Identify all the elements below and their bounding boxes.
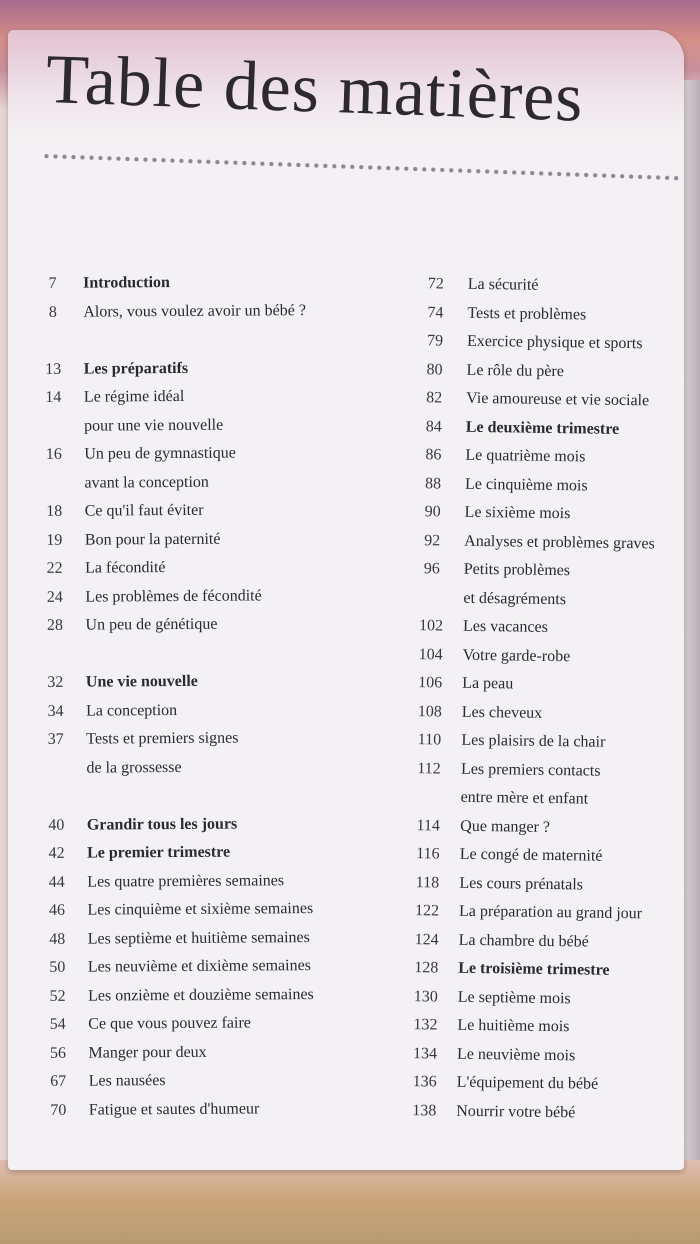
toc-entry bbox=[410, 412, 684, 445]
toc-entry bbox=[409, 441, 684, 474]
toc-entry bbox=[30, 296, 400, 327]
toc-entry bbox=[401, 1011, 684, 1044]
toc-entry bbox=[408, 526, 684, 559]
toc-entry bbox=[33, 695, 403, 726]
toc-page-number: 8 bbox=[48, 303, 57, 321]
toc-entry bbox=[406, 640, 684, 673]
toc-entry-label: L'équipement du bébé bbox=[456, 1073, 599, 1093]
toc-entry bbox=[31, 381, 401, 412]
toc-entry-label: Tests et problèmes bbox=[467, 304, 587, 323]
toc-page-number: 112 bbox=[417, 759, 441, 777]
toc-entry-label: Ce que vous pouvez faire bbox=[88, 1014, 251, 1033]
toc-entry-label: Les vacances bbox=[462, 617, 548, 636]
toc-page-number: 104 bbox=[418, 645, 443, 663]
toc-page-number: 136 bbox=[412, 1073, 437, 1091]
toc-section-heading: Le premier trimestre bbox=[87, 843, 231, 862]
toc-entry bbox=[35, 1008, 405, 1039]
toc-entry bbox=[32, 609, 402, 640]
toc-entry-label: Le quatrième mois bbox=[465, 446, 586, 466]
toc-entry bbox=[34, 837, 404, 868]
toc-entry bbox=[33, 752, 403, 783]
toc-entry-label: de la grossesse bbox=[86, 758, 182, 777]
toc-page-number: 19 bbox=[46, 531, 63, 549]
toc-page-number: 67 bbox=[50, 1072, 67, 1090]
toc-entry-label: Ce qu'il faut éviter bbox=[84, 501, 204, 520]
toc-entry-label: Les plaisirs de la chair bbox=[461, 731, 606, 751]
toc-page-number: 32 bbox=[47, 673, 64, 691]
toc-entry-label: Les quatre premières semaines bbox=[87, 871, 285, 891]
toc-page-number: 86 bbox=[425, 446, 442, 464]
section-spacer bbox=[34, 780, 404, 811]
toc-entry bbox=[409, 469, 684, 502]
toc-entry bbox=[405, 754, 684, 787]
toc-page-number: 13 bbox=[45, 360, 62, 378]
toc-entry-label: Les problèmes de fécondité bbox=[85, 586, 262, 606]
toc-page-number: 116 bbox=[416, 845, 440, 863]
toc-entry bbox=[31, 410, 401, 441]
toc-page-number: 124 bbox=[414, 930, 439, 948]
toc-page-number: 92 bbox=[424, 531, 441, 549]
toc-entry-label: pour une vie nouvelle bbox=[84, 416, 224, 435]
toc-page-number: 28 bbox=[46, 616, 64, 634]
toc-entry bbox=[412, 270, 684, 303]
toc-entry bbox=[35, 923, 405, 954]
toc-entry bbox=[32, 581, 402, 612]
toc-page-number: 90 bbox=[424, 503, 441, 521]
toc-entry bbox=[405, 726, 684, 759]
toc-entry-label: La sécurité bbox=[467, 275, 539, 294]
toc-entry-label: Les premiers contacts bbox=[460, 760, 601, 780]
toc-entry bbox=[35, 980, 405, 1011]
toc-entry-label: Manger pour deux bbox=[88, 1043, 207, 1062]
toc-entry bbox=[33, 666, 403, 697]
toc-page-number: 7 bbox=[48, 274, 57, 292]
toc-entry bbox=[407, 583, 684, 616]
toc-entry-label: Le rôle du père bbox=[466, 361, 565, 380]
toc-page-number: 138 bbox=[412, 1101, 437, 1119]
toc-entry bbox=[34, 866, 404, 897]
toc-page-number: 48 bbox=[49, 930, 66, 948]
toc-entry-label: La peau bbox=[462, 674, 514, 693]
toc-entry-label: La fécondité bbox=[85, 559, 166, 577]
toc-page-number: 79 bbox=[426, 332, 444, 350]
adjacent-page-edge bbox=[682, 80, 700, 1160]
toc-entry bbox=[408, 498, 684, 531]
toc-section-heading: Le deuxième trimestre bbox=[465, 418, 620, 438]
toc-entry-label: Bon pour la paternité bbox=[84, 530, 221, 549]
toc-page-number: 80 bbox=[426, 360, 443, 378]
toc-entry bbox=[408, 555, 684, 588]
toc-entry-label: Les onzième et douzième semaines bbox=[88, 985, 314, 1005]
toc-entry bbox=[404, 811, 684, 844]
toc-page-number: 134 bbox=[412, 1044, 438, 1062]
toc-page-number: 108 bbox=[417, 702, 442, 720]
toc-entry bbox=[402, 925, 684, 958]
toc-page-number: 84 bbox=[425, 417, 442, 435]
toc-page-number: 118 bbox=[415, 873, 440, 891]
toc-entry bbox=[31, 353, 401, 384]
toc-entry bbox=[402, 954, 684, 987]
toc-entry bbox=[31, 438, 401, 469]
toc-page-number: 52 bbox=[49, 987, 66, 1005]
toc-entry-label: Les cours prénatals bbox=[459, 874, 584, 893]
section-spacer bbox=[30, 324, 400, 355]
toc-page-number: 114 bbox=[416, 816, 441, 834]
toc-entry bbox=[410, 355, 684, 388]
toc-entry bbox=[400, 1068, 684, 1101]
toc-entry-label: Le régime idéal bbox=[83, 387, 185, 406]
toc-entry-label: Les septième et huitième semaines bbox=[87, 928, 310, 948]
toc-entry-label: Alors, vous voulez avoir un bébé ? bbox=[83, 301, 306, 321]
toc-entry-label: Tests et premiers signes bbox=[86, 729, 239, 748]
toc-entry-label: Fatigue et sautes d'humeur bbox=[88, 1099, 260, 1119]
toc-entry-label: Un peu de gymnastique bbox=[84, 444, 236, 463]
book-page bbox=[8, 30, 684, 1170]
toc-entry bbox=[32, 552, 402, 583]
toc-entry-label: Les cheveux bbox=[461, 703, 543, 722]
toc-page-number: 70 bbox=[50, 1101, 67, 1119]
toc-page-number: 106 bbox=[418, 674, 443, 692]
toc-entry bbox=[403, 897, 684, 930]
toc-section-heading: Grandir tous les jours bbox=[86, 815, 238, 834]
toc-page-number: 42 bbox=[48, 844, 65, 862]
toc-entry bbox=[410, 384, 684, 417]
toc-entry-label: Votre garde-robe bbox=[462, 646, 571, 665]
toc-entry bbox=[31, 467, 401, 498]
toc-page-number: 96 bbox=[423, 560, 440, 578]
toc-section-heading: Une vie nouvelle bbox=[85, 672, 198, 691]
toc-page-number: 102 bbox=[418, 617, 444, 635]
toc-page-number: 54 bbox=[49, 1015, 66, 1033]
toc-page-number: 24 bbox=[46, 588, 63, 606]
toc-entry-label: Les cinquième et sixième semaines bbox=[87, 900, 314, 919]
toc-page-number: 88 bbox=[424, 474, 442, 492]
toc-entry-label: Le huitième mois bbox=[457, 1016, 570, 1036]
toc-entry-label: La préparation au grand jour bbox=[458, 902, 643, 923]
toc-entry bbox=[32, 524, 402, 555]
toc-section-heading: Les préparatifs bbox=[83, 359, 189, 378]
toc-page-number: 82 bbox=[426, 389, 443, 407]
dotted-rule bbox=[42, 152, 682, 182]
toc-left-column bbox=[30, 267, 406, 1125]
toc-entry-label: Le cinquième mois bbox=[464, 475, 588, 494]
toc-page-number: 132 bbox=[413, 1016, 438, 1034]
toc-page-number bbox=[407, 601, 455, 602]
page-title: Table des matières bbox=[44, 41, 585, 137]
toc-entry bbox=[35, 1037, 405, 1068]
toc-entry bbox=[32, 495, 402, 526]
toc-entry-label: Le congé de maternité bbox=[459, 845, 603, 865]
toc-page-number: 128 bbox=[414, 959, 439, 977]
toc-entry-label: et désagréments bbox=[463, 589, 567, 608]
toc-entry bbox=[401, 1039, 684, 1072]
toc-entry-label: Les neuvième et dixième semaines bbox=[87, 957, 311, 976]
toc-entry-label: Analyses et problèmes graves bbox=[464, 532, 655, 552]
toc-page-number: 50 bbox=[49, 958, 66, 976]
toc-entry bbox=[411, 327, 684, 360]
toc-entry-label: Nourrir votre bébé bbox=[456, 1102, 576, 1121]
toc-entry-label: Le septième mois bbox=[457, 988, 571, 1007]
book-cover-bottom bbox=[0, 1160, 700, 1244]
toc-page-number bbox=[405, 801, 453, 802]
toc-right-column bbox=[400, 270, 684, 1129]
toc-page-number: 122 bbox=[414, 902, 440, 920]
toc-entry-label: Petits problèmes bbox=[463, 560, 571, 580]
toc-entry bbox=[34, 894, 404, 925]
toc-entry-label: avant la conception bbox=[84, 473, 209, 492]
toc-entry bbox=[411, 298, 684, 331]
toc-page-number: 56 bbox=[49, 1044, 67, 1062]
toc-entry bbox=[404, 783, 684, 816]
toc-page-number: 22 bbox=[46, 559, 63, 577]
toc-entry bbox=[35, 951, 405, 982]
toc-section-heading: Introduction bbox=[83, 274, 170, 292]
toc-section-heading: Le troisième trimestre bbox=[458, 959, 610, 979]
toc-page-number: 37 bbox=[47, 730, 64, 748]
toc-page-number: 46 bbox=[48, 901, 66, 919]
toc-entry-label: La conception bbox=[86, 701, 178, 720]
toc-page-number: 44 bbox=[48, 873, 65, 891]
toc-entry-label: Vie amoureuse et vie sociale bbox=[466, 389, 650, 410]
toc-entry-label: Exercice physique et sports bbox=[466, 332, 643, 353]
toc-page-number: 16 bbox=[45, 445, 62, 463]
toc-page-number: 110 bbox=[417, 731, 442, 749]
toc-page-number: 74 bbox=[427, 303, 444, 321]
toc-entry bbox=[404, 840, 684, 873]
toc-page-number: 130 bbox=[413, 987, 438, 1005]
section-spacer bbox=[33, 638, 403, 669]
toc-entry-label: Le neuvième mois bbox=[456, 1045, 576, 1064]
toc-entry bbox=[30, 267, 400, 298]
toc-entry bbox=[33, 723, 403, 754]
toc-entry-label: Le sixième mois bbox=[464, 503, 571, 523]
toc-entry bbox=[406, 669, 684, 702]
toc-entry bbox=[406, 697, 684, 730]
toc-page-number: 34 bbox=[47, 702, 64, 720]
toc-entry bbox=[34, 809, 404, 840]
toc-page-number: 18 bbox=[46, 502, 63, 520]
toc-entry-label: Un peu de génétique bbox=[85, 615, 218, 634]
toc-entry bbox=[400, 1096, 684, 1129]
toc-entry bbox=[407, 612, 684, 645]
toc-entry bbox=[36, 1094, 406, 1125]
toc-entry bbox=[402, 982, 684, 1015]
toc-page-number: 14 bbox=[45, 388, 62, 406]
toc-page-number: 72 bbox=[427, 275, 444, 293]
toc-entry bbox=[36, 1065, 406, 1096]
toc-entry-label: Les nausées bbox=[88, 1072, 166, 1090]
toc-page-number: 40 bbox=[48, 816, 65, 834]
toc-entry-label: La chambre du bébé bbox=[458, 931, 589, 951]
toc-entry-label: entre mère et enfant bbox=[460, 788, 589, 808]
toc-entry-label: Que manger ? bbox=[460, 817, 551, 836]
toc-entry bbox=[403, 868, 684, 901]
